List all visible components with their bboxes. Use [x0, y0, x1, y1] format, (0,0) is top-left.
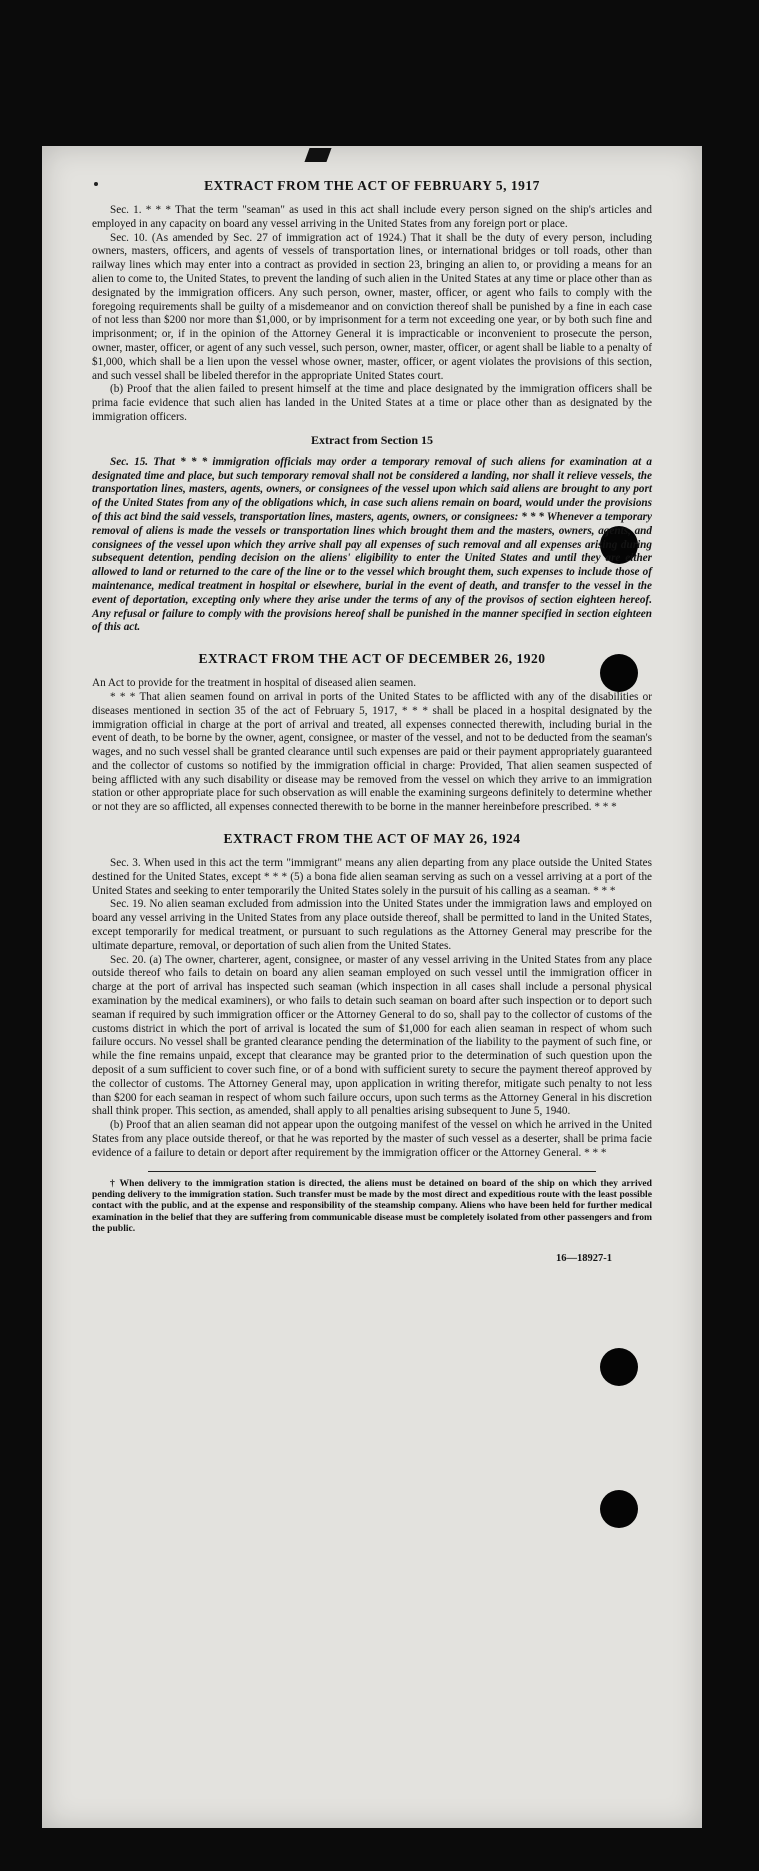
punch-hole [600, 1490, 638, 1528]
section-3-text: Sec. 3. When used in this act the term "immigrant" means any alien departing from any place outside the United States destined for the United States, except * * * (5) a bona fide alien seaman serving as such on a vessel arriving at a port of the United States and seeking to enter temporarily the United States solely in the pursuit of his calling as a seaman. * * * [92, 857, 652, 897]
section-10b-text: (b) Proof that the alien failed to present himself at the time and place designated by the immigration officers shall be prima facie evidence that such alien has landed in the United States at a time or place other than as designated by the immigration officers. [92, 383, 652, 423]
document-page [42, 146, 702, 1828]
document-content [92, 178, 652, 1264]
footnote-divider [148, 1171, 596, 1172]
footnote-text: † When delivery to the immigration station is directed, the aliens must be detained on board of the ship on which they arrived pending delivery to the immigration station. Such transfer must be made by the most direct and expeditious route with the least possible contact with the public, and at the expense and responsibility of the steamship company. Aliens who have been held for further medical examination in the belief that they are suffering from communicable disease must be completely isolated from other passengers and from the public. [92, 1177, 652, 1235]
section-20b-text: (b) Proof that an alien seaman did not appear upon the outgoing manifest of the vessel on which he arrived in the United States from any place outside thereof, or that he was reported by the master of such vessel as a deserter, shall be prima facie evidence of a failure to detain or deport after requirement by the immigration officer or the Attorney General. * * * [92, 1119, 652, 1159]
section-15-text: Sec. 15. That * * * immigration officials may order a temporary removal of such aliens for examination at a designated time and place, but such temporary removal shall not be considered a landing, nor shall it relieve vessels, the transportation lines, masters, agents, owners, or consignees of the vessel upon which said aliens are brought to any port of the United States from any of the obligations which, in case such aliens remain on board, would under the provisions of this act bind the said vessels, transportation lines, masters, agents, owners, or consignees: * * * Whenever a temporary removal of aliens is made the vessels or transportation lines which brought them and the masters, owners, agents, and consignees of the vessel upon which they arrive shall pay all expenses of such removal and all expenses arising during subsequent detention, pending decision on the aliens' eligibility to enter the United States and until they are either allowed to land or returned to the care of the line or to the vessel which brought them, such expenses to include those of maintenance, medical treatment in hospital or elsewhere, burial in the event of death, and transfer to the vessel in the event of deportation, excepting only where they arise under the terms of any of the provisos of section eighteen hereof. Any refusal or failure to comply with the provisions hereof shall be punished in the manner specified in section eighteen of this act. [92, 455, 652, 634]
section-19-text: Sec. 19. No alien seaman excluded from admission into the United States under the immigration laws and employed on board any vessel arriving in the United States from any place outside thereof, shall be permitted to land in the United States, except temporarily for medical treatment, or pursuant to such regulations as the Attorney General may prescribe for the ultimate departure, removal, or deportation of such alien from the United States. [92, 898, 652, 952]
heading-act-1917: EXTRACT FROM THE ACT OF FEBRUARY 5, 1917 [204, 178, 540, 193]
section-10-text: Sec. 10. (As amended by Sec. 27 of immigration act of 1924.) That it shall be the duty of every person, including owners, masters, officers, and agents of vessels of transportation lines, or international bridges or toll roads, other than railway lines which may enter into a contract as provided in section 23, bringing an alien to, or providing a means for an alien to come to, the United States, to prevent the landing of such alien in the United States at any time or place other than as designated by the immigration officers. Any such person, owner, master, officer, or agent who fails to comply with the foregoing requirements shall be guilty of a misdemeanor and on conviction thereof shall be punished by a fine in each case of not less than $200 nor more than $1,000, or by imprisonment for a term not exceeding one year, or by both such fine and imprisonment; or, if in the opinion of the Attorney General it is impracticable or inconvenient to prosecute the person, owner, master, officer, or agent of any such vessel, such person, owner, master, officer, or agent shall be liable to a penalty of $1,000, which shall be a lien upon the vessel whose owner, master, officer, or agent violates the provisions of this section, and such vessel shall be libeled therefor in the appropriate United States court. [92, 231, 652, 382]
heading-act-1924: EXTRACT FROM THE ACT OF MAY 26, 1924 [223, 831, 521, 847]
section-20a-text: Sec. 20. (a) The owner, charterer, agent, consignee, or master of any vessel arriving in the United States from any place outside thereof who fails to detain on board any alien seaman employed on such vessel until the immigration officer in charge at the port of arrival has inspected such seaman (which inspection in all cases shall include a personal physical examination by the medical examiners), or who fails to detain such seaman on board after such inspection or to deport such seaman if required by such immigration officer or the Attorney General to do so, shall pay to the collector of customs of the customs district in which the port of arrival is located the sum of $1,000 for each alien seaman in respect of whom such failure occurs. No vessel shall be granted clearance pending the determination of the liability to the payment of such fine, or while the fine remains unpaid, except that clearance may be granted prior to the determination of such question upon the deposit of a sum sufficient to cover such fine, or of a bond with sufficient surety to secure the payment thereof approved by the collector of customs. The Attorney General may, upon application in writing therefor, mitigate such penalty to not less than $200 for each seaman in respect of whom such failure occurs, upon such terms as the Attorney General in his discretion shall think proper. This section, as amended, shall apply to all penalties arising subsequent to June 5, 1940. [92, 953, 652, 1118]
heading-act-1920: EXTRACT FROM THE ACT OF DECEMBER 26, 1920 [198, 651, 546, 667]
punch-hole [600, 1348, 638, 1386]
top-staple-mark [304, 148, 331, 162]
section-1-text: Sec. 1. * * * That the term "seaman" as used in this act shall include every person signed on the ship's articles and employed in any capacity on board any vessel arriving in the United States from any foreign port or place. [92, 204, 652, 230]
form-number: 16—18927-1 [556, 1252, 612, 1264]
act-1920-body: * * * That alien seamen found on arrival in ports of the United States to be afflicted with any of the disabilities or diseases mentioned in section 35 of the act of February 5, 1917, * * * shall be placed in a hospital designated by the immigration official in charge at the port of arrival and treated, all expenses connected therewith, including burial in the event of death, to be borne by the owner, agent, consignee, or master of the vessel, and not to be deducted from the seaman's wages, and no such vessel shall be granted clearance until such expenses are paid or their payment appropriately guaranteed and the collector of customs so notified by the immigration official in charge: Provided, That alien seamen suspected of being afflicted with any such disability or disease may be removed from the vessel on which they arrive to an immigration station or other appropriate place for such observation as will enable the examining surgeons definitely to determine whether or not they are so afflicted, all expenses connected therewith to be borne in the manner hereinbefore prescribed. * * * [92, 690, 652, 814]
heading-section-15: Extract from Section 15 [310, 432, 434, 447]
footnote [92, 1178, 652, 1235]
act-1920-intro: An Act to provide for the treatment in hospital of diseased alien seamen. [92, 677, 417, 690]
